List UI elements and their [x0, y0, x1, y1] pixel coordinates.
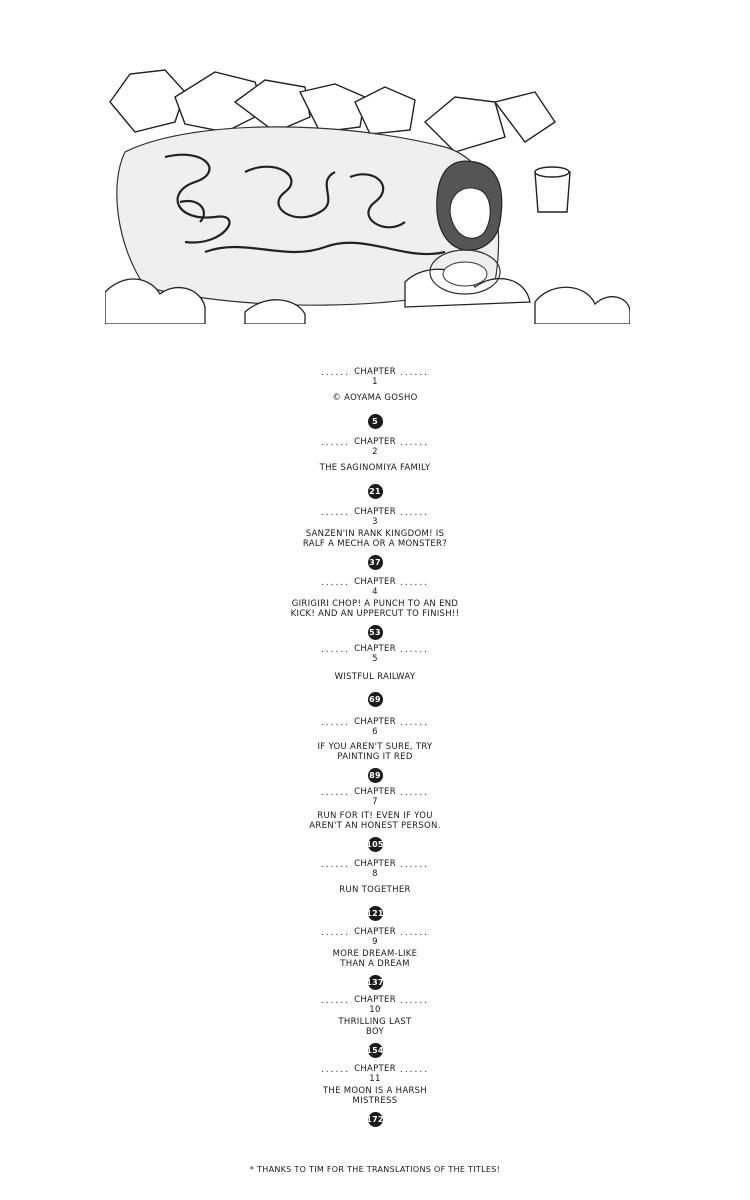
- chapter-number: 11: [369, 1073, 381, 1084]
- chapter-label: CHAPTER: [354, 717, 396, 727]
- chapter-title: SANZEN'IN RANK KINGDOM! IS RALF A MECHA OR A MONSTER?: [302, 529, 448, 549]
- chapter-label: CHAPTER: [354, 367, 396, 377]
- chapter-number: 8: [372, 868, 378, 879]
- translation-credit-note: * THANKS TO TIM FOR THE TRANSLATIONS OF THE TITLES!: [249, 1165, 501, 1174]
- chapter-label: CHAPTER: [354, 1064, 396, 1074]
- chapter-label: CHAPTER: [354, 927, 396, 937]
- chapter-entry-6[interactable]: [220, 718, 530, 783]
- page-number-badge: 105: [368, 837, 383, 852]
- leader-dots: ......: [320, 996, 351, 1006]
- leader-dots: ......: [320, 645, 351, 655]
- chapter-title: THE SAGINOMIYA FAMILY: [319, 463, 431, 473]
- leader-dots: ......: [399, 578, 430, 588]
- chapter-entry-4[interactable]: [220, 578, 530, 640]
- chapter-number: 1: [372, 376, 378, 387]
- leader-dots: ......: [320, 1065, 351, 1075]
- chapter-entry-11[interactable]: [220, 1065, 530, 1127]
- chapter-number: 5: [372, 653, 378, 664]
- leader-dots: ......: [320, 860, 351, 870]
- page-number-badge: 5: [368, 414, 383, 429]
- chapter-entry-7[interactable]: [220, 788, 530, 852]
- leader-dots: ......: [399, 788, 430, 798]
- page-number-badge: 121: [368, 906, 383, 921]
- leader-dots: ......: [320, 578, 351, 588]
- chapter-label: CHAPTER: [354, 644, 396, 654]
- chapter-number: 4: [372, 586, 378, 597]
- page-number-badge: 137: [368, 975, 383, 990]
- chapter-title: IF YOU AREN'T SURE, TRY PAINTING IT RED: [317, 742, 433, 762]
- chapter-title: WISTFUL RAILWAY: [334, 672, 416, 682]
- chapter-label: CHAPTER: [354, 577, 396, 587]
- chapter-title: THRILLING LAST BOY: [338, 1017, 412, 1037]
- page-number-badge: 37: [368, 555, 383, 570]
- chapter-title: GIRIGIRI CHOP! A PUNCH TO AN END KICK! AND AN UPPERCUT TO FINISH!!: [290, 599, 460, 619]
- chapter-label: CHAPTER: [354, 787, 396, 797]
- page-number-badge: 154: [368, 1043, 383, 1058]
- leader-dots: ......: [320, 438, 351, 448]
- chapter-title: MORE DREAM-LIKE THAN A DREAM: [332, 949, 418, 969]
- leader-dots: ......: [399, 1065, 430, 1075]
- leader-dots: ......: [399, 438, 430, 448]
- chapter-title: THE MOON IS A HARSH MISTRESS: [322, 1086, 428, 1106]
- chapter-entry-2[interactable]: [220, 438, 530, 499]
- chapter-number: 10: [369, 1004, 381, 1015]
- chapter-title: RUN FOR IT! EVEN IF YOU AREN'T AN HONEST PERSON.: [309, 811, 441, 831]
- page-number-badge: 53: [368, 625, 383, 640]
- page-number-badge: 69: [368, 692, 383, 707]
- leader-dots: ......: [399, 860, 430, 870]
- chapter-label: CHAPTER: [354, 995, 396, 1005]
- chapter-number: 2: [372, 446, 378, 457]
- chapter-number: 6: [372, 726, 378, 737]
- leader-dots: ......: [320, 928, 351, 938]
- chapter-number: 7: [372, 796, 378, 807]
- chapter-title: © AOYAMA GOSHO: [332, 393, 418, 403]
- chapter-number: 9: [372, 936, 378, 947]
- leader-dots: ......: [320, 368, 351, 378]
- page-number-badge: 172: [368, 1112, 383, 1127]
- leader-dots: ......: [399, 996, 430, 1006]
- chapter-number: 3: [372, 516, 378, 527]
- page-number-badge: 89: [368, 768, 383, 783]
- leader-dots: ......: [320, 718, 351, 728]
- chapter-entry-5[interactable]: [220, 645, 530, 707]
- chapter-label: CHAPTER: [354, 507, 396, 517]
- chapter-entry-9[interactable]: [220, 928, 530, 990]
- leader-dots: ......: [399, 718, 430, 728]
- chapter-title: RUN TOGETHER: [339, 885, 411, 895]
- chapter-entry-8[interactable]: [220, 860, 530, 921]
- leader-dots: ......: [320, 788, 351, 798]
- chapter-entry-3[interactable]: [220, 508, 530, 570]
- leader-dots: ......: [399, 645, 430, 655]
- chapter-label: CHAPTER: [354, 859, 396, 869]
- chapter-label: CHAPTER: [354, 437, 396, 447]
- chapter-entry-1[interactable]: [220, 368, 530, 429]
- leader-dots: ......: [399, 508, 430, 518]
- leader-dots: ......: [320, 508, 351, 518]
- leader-dots: ......: [399, 928, 430, 938]
- page-number-badge: 21: [368, 484, 383, 499]
- leader-dots: ......: [399, 368, 430, 378]
- hot-spring-illustration: [105, 62, 630, 324]
- chapter-entry-10[interactable]: [220, 996, 530, 1058]
